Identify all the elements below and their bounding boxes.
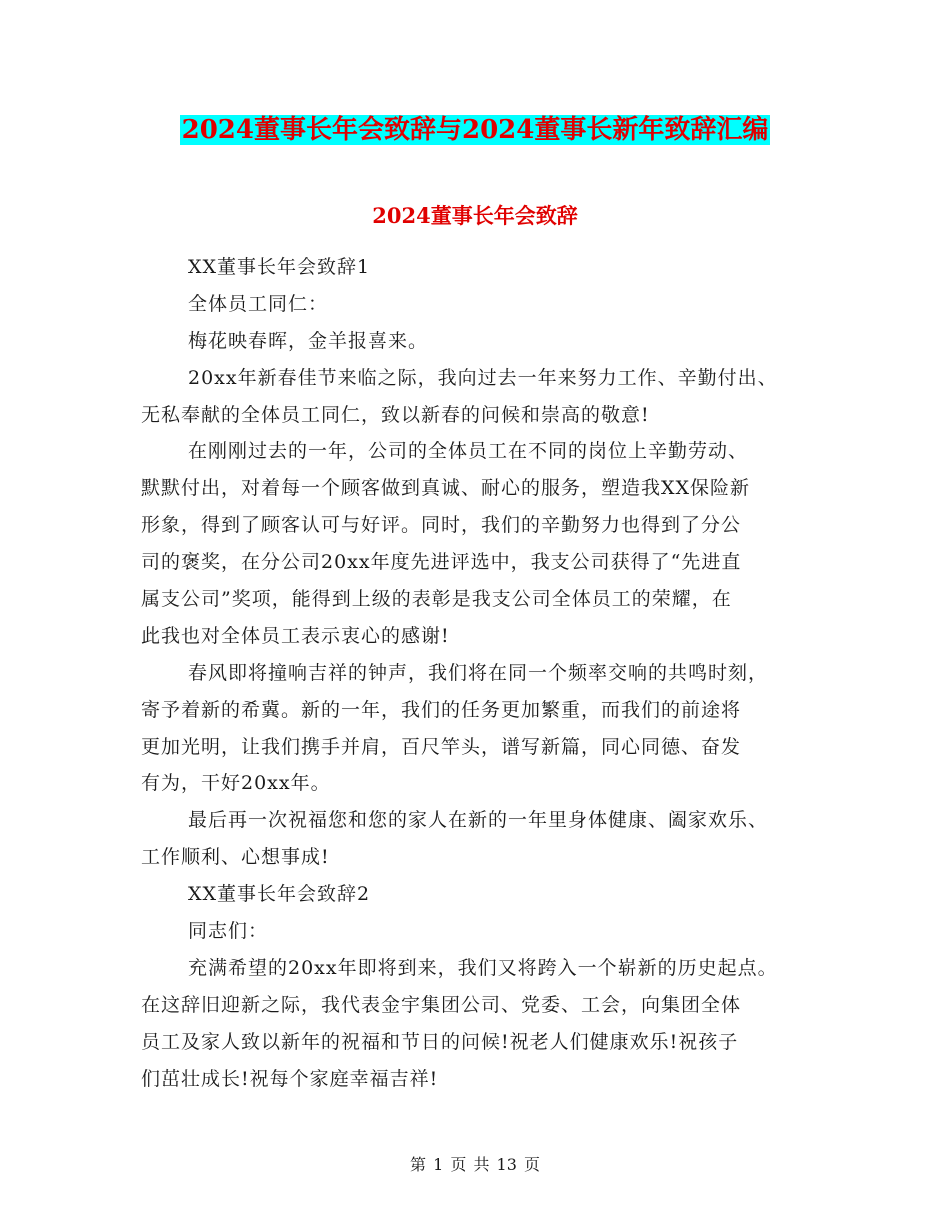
text-line: 全体员工同仁： (188, 292, 329, 315)
text-line: 梅花映春晖，金羊报喜来。 (188, 329, 429, 352)
page-number: 第 1 页 共 13 页 (410, 1155, 540, 1174)
text-line: 员工及家人致以新年的祝福和节日的问候!祝老人们健康欢乐!祝孩子 (141, 1030, 739, 1053)
text-line: 有为，干好20xx年。 (141, 772, 331, 795)
text-line: 充满希望的20xx年即将到来，我们又将跨入一个崭新的历史起点。 (188, 956, 778, 979)
text-line: 春风即将撞响吉祥的钟声，我们将在同一个频率交响的共鸣时刻， (188, 661, 769, 684)
text-line: 寄予着新的希冀。新的一年，我们的任务更加繁重，而我们的前途将 (141, 698, 742, 721)
section-title: 2024董事长年会致辞 (372, 203, 578, 228)
text-line: 形象，得到了顾客认可与好评。同时，我们的辛勤努力也得到了分公 (141, 514, 742, 537)
text-line: 最后再一次祝福您和您的家人在新的一年里身体健康、阖家欢乐、 (188, 809, 769, 832)
text-line: 同志们： (188, 920, 269, 943)
document-title-text: 2024董事长年会致辞与2024董事长新年致辞汇编 (181, 115, 769, 145)
text-line: XX董事长年会致辞1 (188, 256, 371, 278)
text-line: 们茁壮成长!祝每个家庭幸福吉祥! (141, 1067, 439, 1090)
text-line: 属支公司”奖项，能得到上级的表彰是我支公司全体员工的荣耀，在 (141, 588, 732, 611)
text-line: 20xx年新春佳节来临之际，我向过去一年来努力工作、辛勤付出、 (188, 366, 778, 389)
text-line: 更加光明，让我们携手并肩，百尺竿头，谱写新篇，同心同德、奋发 (141, 735, 742, 758)
text-line: 司的褒奖，在分公司20xx年度先进评选中，我支公司获得了“先进直 (141, 551, 742, 574)
text-line: XX董事长年会致辞2 (188, 883, 371, 906)
document-title (0, 112, 950, 148)
text-line: 在刚刚过去的一年，公司的全体员工在不同的岗位上辛勤劳动、 (188, 440, 749, 463)
text-line: 工作顺利、心想事成! (141, 846, 330, 869)
text-line: 无私奉献的全体员工同仁，致以新春的问候和崇高的敬意! (141, 403, 650, 426)
text-line: 默默付出，对着每一个顾客做到真诚、耐心的服务，塑造我XX保险新 (141, 477, 751, 500)
text-line: 此我也对全体员工表示衷心的感谢! (141, 624, 450, 647)
text-line: 在这辞旧迎新之际，我代表金宇集团公司、党委、工会，向集团全体 (141, 993, 742, 1016)
document-body (141, 249, 821, 1097)
